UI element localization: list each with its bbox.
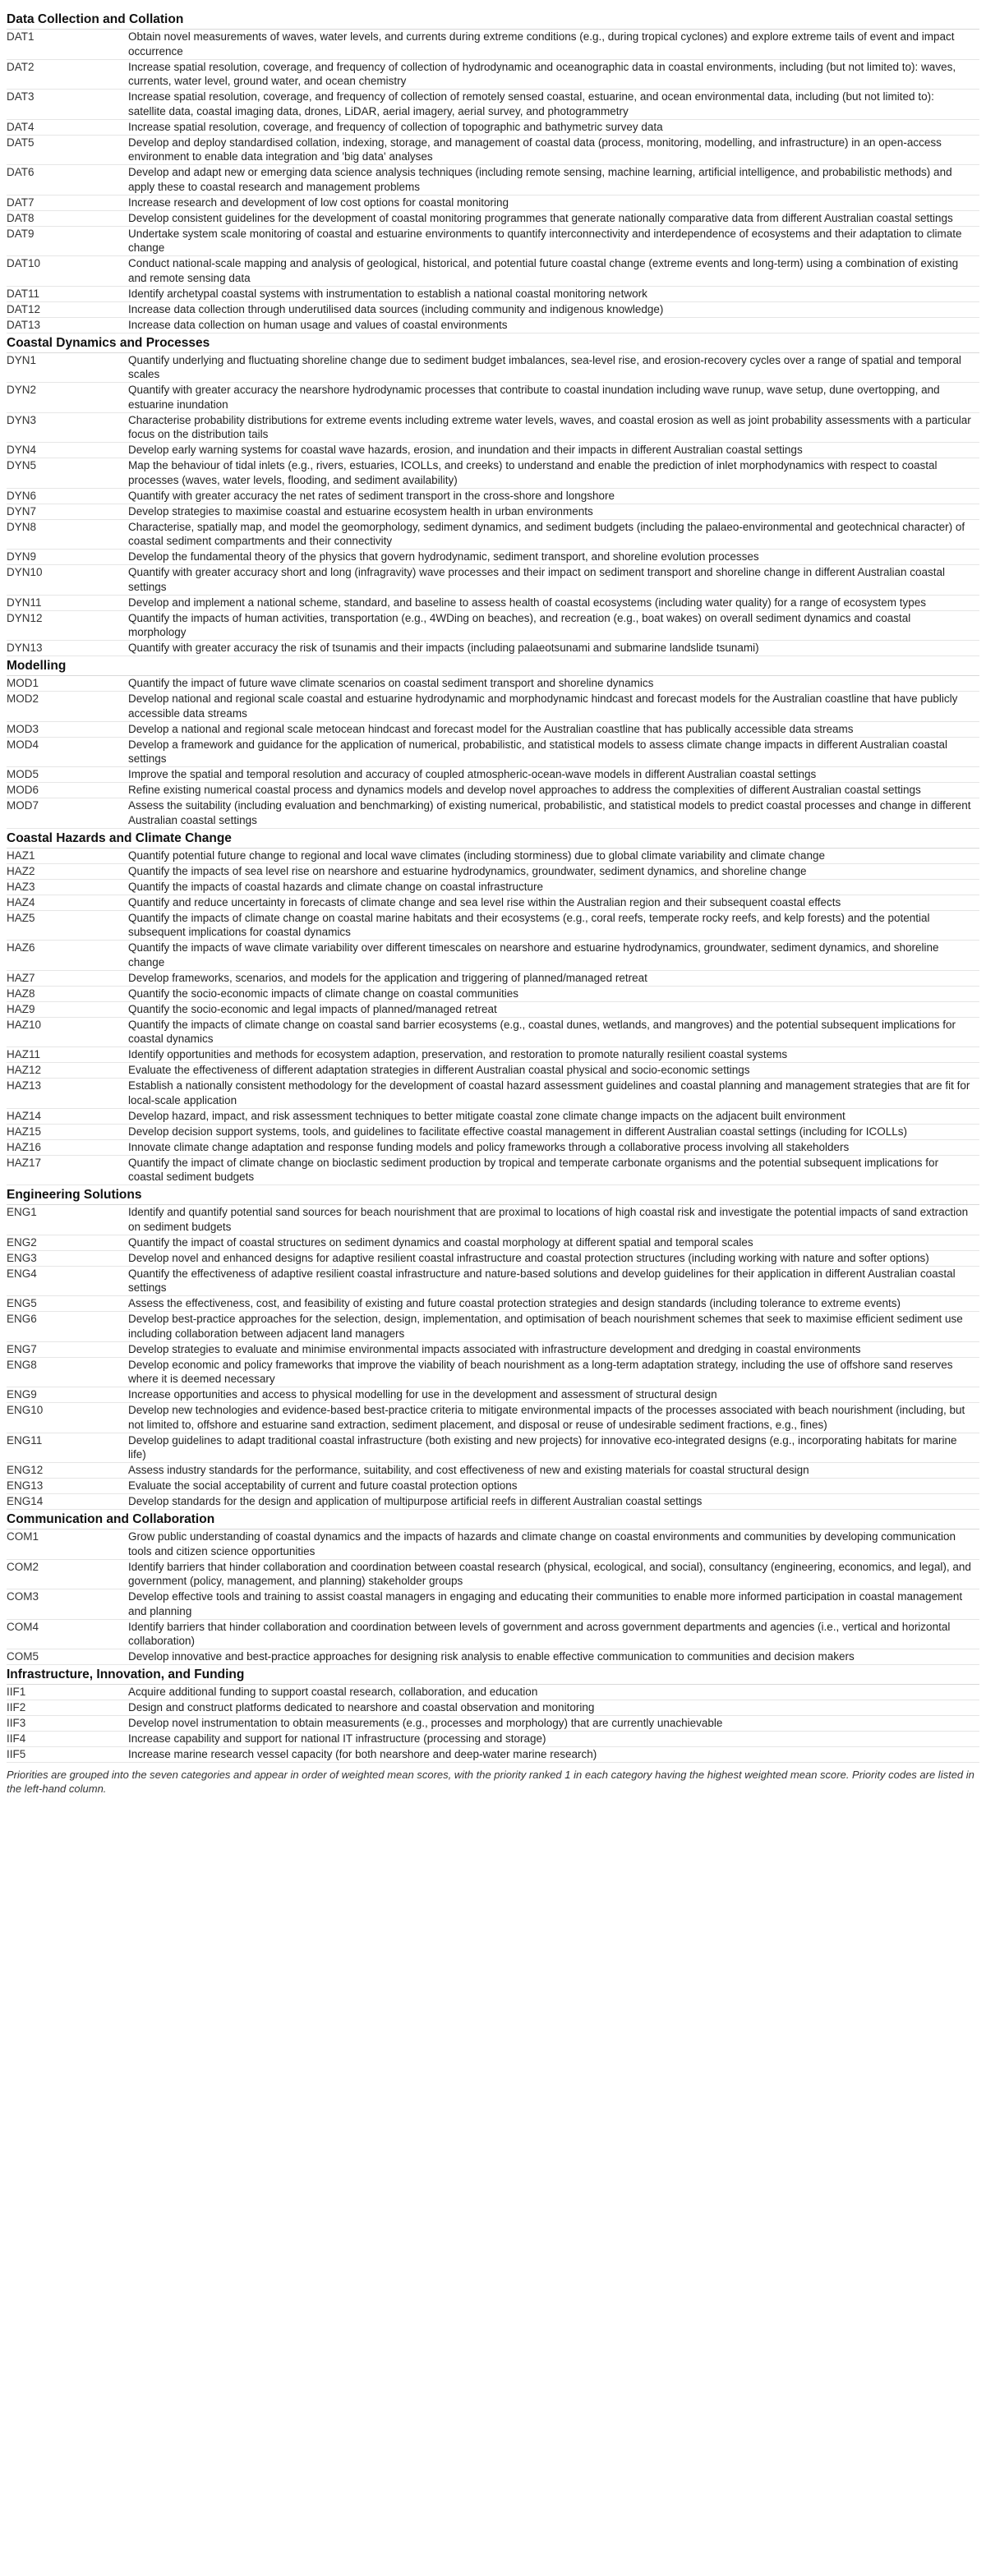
priority-code: HAZ1 xyxy=(7,848,128,863)
priority-code: ENG5 xyxy=(7,1296,128,1312)
priority-description: Increase opportunities and access to physical modelling for use in the development and assessment of structural design xyxy=(128,1387,979,1403)
table-row xyxy=(7,692,979,722)
table-row xyxy=(7,879,979,895)
priority-description: Assess the effectiveness, cost, and feasibility of existing and future coastal protection strategies and design standards (including tolerance to extreme events) xyxy=(128,1296,979,1312)
priority-description: Improve the spatial and temporal resolution and accuracy of coupled atmospheric-ocean-wave models in different Australian coastal settings xyxy=(128,767,979,783)
table-row xyxy=(7,1124,979,1139)
priority-code: DAT12 xyxy=(7,301,128,317)
table-row xyxy=(7,676,979,692)
priority-code: DAT6 xyxy=(7,165,128,196)
section-header-row xyxy=(7,1510,979,1530)
priority-code: DAT2 xyxy=(7,59,128,90)
priority-code: DYN6 xyxy=(7,488,128,504)
priority-description: Develop frameworks, scenarios, and models for the application and triggering of planned/managed retreat xyxy=(128,970,979,986)
table-row xyxy=(7,1479,979,1494)
table-row xyxy=(7,317,979,333)
table-row xyxy=(7,1387,979,1403)
priority-code: DYN7 xyxy=(7,504,128,519)
table-body xyxy=(7,10,979,1763)
priority-code: DAT7 xyxy=(7,195,128,210)
priority-description: Quantify the impact of climate change on bioclastic sediment production by tropical and temperate carbonate organisms and the potential subsequent implications for coastal sediment budgets xyxy=(128,1155,979,1185)
priority-code: COM3 xyxy=(7,1589,128,1620)
priority-description: Quantify and reduce uncertainty in forecasts of climate change and sea level rise within the Australian region and their subsequent coastal effects xyxy=(128,895,979,910)
priority-code: ENG11 xyxy=(7,1433,128,1463)
research-priorities-table xyxy=(7,10,979,1763)
priority-code: MOD2 xyxy=(7,692,128,722)
table-row xyxy=(7,1716,979,1732)
priority-description: Quantify the impacts of wave climate variability over different timescales on nearshore and estuarine hydrodynamics, groundwater, sediment dynamics, and shoreline change xyxy=(128,941,979,971)
table-row xyxy=(7,1619,979,1649)
priority-description: Identify archetypal coastal systems with instrumentation to establish a national coastal monitoring network xyxy=(128,286,979,301)
table-row xyxy=(7,256,979,287)
priority-description: Assess the suitability (including evaluation and benchmarking) of existing numerical, probabilistic, and statistical models to predict coastal processes and change in different Australian coastal settings xyxy=(128,798,979,829)
priority-description: Identify and quantify potential sand sources for beach nourishment that are proximal to locations of high coastal risk and investigate the potential impacts of sand extraction on sediment budgets xyxy=(128,1205,979,1235)
priority-code: ENG2 xyxy=(7,1235,128,1250)
priority-description: Characterise probability distributions for extreme events including extreme water levels, waves, and coastal erosion as well as joint probability assessments with a particular focus on the distribution tails xyxy=(128,412,979,443)
priority-description: Characterise, spatially map, and model the geomorphology, sediment dynamics, and sediment budgets (including the palaeo-environmental and geotechnical character) of coastal sediment compartments and their connectivity xyxy=(128,519,979,550)
priority-description: Develop national and regional scale coastal and estuarine hydrodynamic and morphodynamic hindcast and forecast models for the Australian coastline that have publicly accessible data streams xyxy=(128,692,979,722)
priority-description: Develop the fundamental theory of the physics that govern hydrodynamic, sediment transport, and shoreline evolution processes xyxy=(128,550,979,565)
priority-code: HAZ4 xyxy=(7,895,128,910)
section-title: Data Collection and Collation xyxy=(7,10,979,30)
priority-code: HAZ7 xyxy=(7,970,128,986)
priority-code: DYN1 xyxy=(7,352,128,383)
priority-code: HAZ15 xyxy=(7,1124,128,1139)
table-row xyxy=(7,595,979,610)
priority-description: Increase marine research vessel capacity (for both nearshore and deep-water marine research) xyxy=(128,1747,979,1763)
priority-code: DYN10 xyxy=(7,565,128,596)
table-row xyxy=(7,1530,979,1560)
priority-code: ENG7 xyxy=(7,1341,128,1357)
priority-description: Develop hazard, impact, and risk assessment techniques to better mitigate coastal zone climate change impacts on the adjacent built environment xyxy=(128,1108,979,1124)
table-row xyxy=(7,848,979,863)
priority-description: Increase research and development of low cost options for coastal monitoring xyxy=(128,195,979,210)
table-row xyxy=(7,1266,979,1296)
section-header-row xyxy=(7,10,979,30)
priority-description: Obtain novel measurements of waves, water levels, and currents during extreme conditions (e.g., during tropical cyclones) and explore extreme tails of event and impact occurrence xyxy=(128,30,979,60)
priority-description: Quantify the effectiveness of adaptive resilient coastal infrastructure and nature-based solutions and develop guidelines for their application in different Australian coastal settings xyxy=(128,1266,979,1296)
priority-code: MOD6 xyxy=(7,783,128,798)
table-row xyxy=(7,59,979,90)
table-row xyxy=(7,458,979,489)
priority-code: HAZ3 xyxy=(7,879,128,895)
priority-code: DAT4 xyxy=(7,119,128,135)
table-row xyxy=(7,1700,979,1716)
priority-description: Conduct national-scale mapping and analysis of geological, historical, and potential future coastal change (extreme events and long-term) using a combination of existing and remote sensing data xyxy=(128,256,979,287)
priority-code: HAZ2 xyxy=(7,863,128,879)
table-footnote: Priorities are grouped into the seven categories and appear in order of weighted mean scores, with the priority ranked 1 in each category having the highest weighted mean score. Priority codes are listed in the left-hand column. xyxy=(7,1769,974,1795)
priority-code: HAZ16 xyxy=(7,1139,128,1155)
priority-description: Develop standards for the design and application of multipurpose artificial reefs in different Australian coastal settings xyxy=(128,1494,979,1510)
priority-description: Undertake system scale monitoring of coastal and estuarine environments to quantify interconnectivity and interdependence of ecosystems and their adaptation to climate change xyxy=(128,226,979,256)
priority-code: DYN3 xyxy=(7,412,128,443)
table-row xyxy=(7,895,979,910)
priority-description: Develop and adapt new or emerging data science analysis techniques (including remote sensing, machine learning, artificial intelligence, and probabilistic methods) and apply these to coastal research and management problems xyxy=(128,165,979,196)
priority-code: IIF2 xyxy=(7,1700,128,1716)
priority-description: Develop innovative and best-practice approaches for designing risk analysis to enable effective communication to communities and decision makers xyxy=(128,1649,979,1665)
table-row xyxy=(7,550,979,565)
priority-description: Quantify the impacts of coastal hazards and climate change on coastal infrastructure xyxy=(128,879,979,895)
table-row xyxy=(7,1205,979,1235)
priority-code: IIF1 xyxy=(7,1685,128,1700)
table-row xyxy=(7,1250,979,1266)
table-row xyxy=(7,1047,979,1063)
priority-description: Quantify the impacts of human activities, transportation (e.g., 4WDing on beaches), and recreation (e.g., boat wakes) on overall sediment dynamics and coastal morphology xyxy=(128,610,979,641)
priority-description: Quantify the impacts of climate change on coastal marine habitats and their ecosystems (e.g., coral reefs, temperate rocky reefs, and kelp forests) and the potential subsequent implications for coastal dynamics xyxy=(128,910,979,941)
table-row xyxy=(7,798,979,829)
section-title: Modelling xyxy=(7,656,979,676)
priority-code: DYN11 xyxy=(7,595,128,610)
priority-description: Quantify potential future change to regional and local wave climates (including storminess) due to global climate variability and climate change xyxy=(128,848,979,863)
priority-description: Develop decision support systems, tools, and guidelines to facilitate effective coastal management in different Australian coastal settings (including for ICOLLs) xyxy=(128,1124,979,1139)
priority-description: Develop a national and regional scale metocean hindcast and forecast model for the Australian coastline that has publically accessible data streams xyxy=(128,721,979,737)
priority-description: Develop best-practice approaches for the selection, design, implementation, and optimisation of beach nourishment schemes that seek to maximise efficient sediment use including collaboration between adjacent land managers xyxy=(128,1312,979,1342)
table-row xyxy=(7,210,979,226)
table-row xyxy=(7,352,979,383)
table-row xyxy=(7,970,979,986)
priority-code: MOD5 xyxy=(7,767,128,783)
priority-code: MOD7 xyxy=(7,798,128,829)
priority-description: Refine existing numerical coastal process and dynamics models and develop novel approaches to address the complexities of different Australian coastal settings xyxy=(128,783,979,798)
table-row xyxy=(7,1079,979,1109)
priority-description: Quantify the socio-economic impacts of climate change on coastal communities xyxy=(128,986,979,1001)
table-row xyxy=(7,519,979,550)
table-row xyxy=(7,1685,979,1700)
table-row xyxy=(7,783,979,798)
priority-code: IIF3 xyxy=(7,1716,128,1732)
priority-description: Quantify the impact of coastal structures on sediment dynamics and coastal morphology at different spatial and temporal scales xyxy=(128,1235,979,1250)
priority-code: DAT9 xyxy=(7,226,128,256)
priority-code: HAZ14 xyxy=(7,1108,128,1124)
priority-description: Quantify the impacts of climate change on coastal sand barrier ecosystems (e.g., coastal dunes, wetlands, and mangroves) and the potential subsequent implications for coastal dynamics xyxy=(128,1017,979,1047)
table-row xyxy=(7,383,979,413)
priority-code: IIF5 xyxy=(7,1747,128,1763)
priority-description: Develop novel instrumentation to obtain measurements (e.g., processes and morphology) that are currently unachievable xyxy=(128,1716,979,1732)
priority-description: Quantify the socio-economic and legal impacts of planned/managed retreat xyxy=(128,1001,979,1017)
table-row xyxy=(7,1747,979,1763)
priority-description: Grow public understanding of coastal dynamics and the impacts of hazards and climate change on coastal environments and communities by developing communication tools and citizen science opportunities xyxy=(128,1530,979,1560)
priority-description: Quantify with greater accuracy the net rates of sediment transport in the cross-shore and longshore xyxy=(128,488,979,504)
table-row xyxy=(7,119,979,135)
priority-code: MOD3 xyxy=(7,721,128,737)
priority-code: ENG8 xyxy=(7,1357,128,1387)
priority-code: ENG6 xyxy=(7,1312,128,1342)
priority-description: Increase data collection through underutilised data sources (including community and indigenous knowledge) xyxy=(128,301,979,317)
priority-code: DYN5 xyxy=(7,458,128,489)
table-row xyxy=(7,301,979,317)
table-row xyxy=(7,1139,979,1155)
priority-code: HAZ5 xyxy=(7,910,128,941)
table-row xyxy=(7,721,979,737)
table-row xyxy=(7,1433,979,1463)
section-header-row xyxy=(7,828,979,848)
priority-code: ENG9 xyxy=(7,1387,128,1403)
priority-code: HAZ10 xyxy=(7,1017,128,1047)
table-row xyxy=(7,1357,979,1387)
priority-description: Establish a nationally consistent methodology for the development of coastal hazard assessment guidelines and coastal planning and management strategies that are fit for local-scale application xyxy=(128,1079,979,1109)
table-row xyxy=(7,1589,979,1620)
priority-description: Evaluate the effectiveness of different adaptation strategies in different Australian coastal physical and socio-economic settings xyxy=(128,1063,979,1079)
table-row xyxy=(7,1463,979,1479)
priority-description: Develop strategies to evaluate and minimise environmental impacts associated with infrastructure development and dredging in coastal environments xyxy=(128,1341,979,1357)
section-title: Communication and Collaboration xyxy=(7,1510,979,1530)
priority-code: HAZ6 xyxy=(7,941,128,971)
table-row xyxy=(7,1108,979,1124)
table-row xyxy=(7,1155,979,1185)
section-title: Engineering Solutions xyxy=(7,1185,979,1205)
priority-description: Develop strategies to maximise coastal and estuarine ecosystem health in urban environments xyxy=(128,504,979,519)
priority-description: Acquire additional funding to support coastal research, collaboration, and education xyxy=(128,1685,979,1700)
priority-code: ENG1 xyxy=(7,1205,128,1235)
priority-code: COM4 xyxy=(7,1619,128,1649)
priority-code: HAZ17 xyxy=(7,1155,128,1185)
priority-code: DYN13 xyxy=(7,641,128,656)
priority-description: Increase data collection on human usage and values of coastal environments xyxy=(128,317,979,333)
priority-description: Quantify with greater accuracy short and long (infragravity) wave processes and their impact on sediment transport and shoreline change in different Australian coastal settings xyxy=(128,565,979,596)
table-row xyxy=(7,863,979,879)
priority-description: Develop early warning systems for coastal wave hazards, erosion, and inundation and their impacts in different Australian coastal settings xyxy=(128,443,979,458)
priority-description: Identify barriers that hinder collaboration and coordination between levels of government and across government departments and agencies (i.e., vertical and horizontal collaboration) xyxy=(128,1619,979,1649)
table-row xyxy=(7,412,979,443)
priority-code: ENG4 xyxy=(7,1266,128,1296)
priority-description: Increase capability and support for national IT infrastructure (processing and storage) xyxy=(128,1732,979,1747)
priority-description: Develop economic and policy frameworks that improve the viability of beach nourishment as a long-term adaptation strategy, including the use of offshore sand reserves where it is deemed necessary xyxy=(128,1357,979,1387)
priority-description: Develop novel and enhanced designs for adaptive resilient coastal infrastructure and coastal protection structures (including working with nature and softer options) xyxy=(128,1250,979,1266)
priority-description: Increase spatial resolution, coverage, and frequency of collection of remotely sensed coastal, estuarine, and ocean environmental data, including (but not limited to): satellite data, coastal imaging data, drones, LiDAR, aerial imagery, aerial survey, and photogrammetry xyxy=(128,90,979,120)
priority-code: DAT5 xyxy=(7,135,128,165)
priority-code: DAT13 xyxy=(7,317,128,333)
priority-code: HAZ12 xyxy=(7,1063,128,1079)
priority-description: Assess industry standards for the performance, suitability, and cost effectiveness of new and existing materials for coastal structural design xyxy=(128,1463,979,1479)
priority-code: ENG3 xyxy=(7,1250,128,1266)
priority-code: MOD1 xyxy=(7,676,128,692)
priority-code: MOD4 xyxy=(7,737,128,767)
priority-code: IIF4 xyxy=(7,1732,128,1747)
priority-code: DYN2 xyxy=(7,383,128,413)
priority-description: Quantify the impact of future wave climate scenarios on coastal sediment transport and shoreline dynamics xyxy=(128,676,979,692)
section-header-row xyxy=(7,1665,979,1685)
table-row xyxy=(7,910,979,941)
table-row xyxy=(7,1494,979,1510)
priority-code: DYN8 xyxy=(7,519,128,550)
table-row xyxy=(7,641,979,656)
priority-description: Quantify with greater accuracy the nearshore hydrodynamic processes that contribute to coastal inundation including wave runup, wave setup, dune overtopping, and estuarine inundation xyxy=(128,383,979,413)
table-row xyxy=(7,90,979,120)
priority-description: Innovate climate change adaptation and response funding models and policy frameworks through a collaborative process involving all stakeholders xyxy=(128,1139,979,1155)
table-row xyxy=(7,986,979,1001)
table-row xyxy=(7,1341,979,1357)
priority-description: Increase spatial resolution, coverage, and frequency of collection of topographic and bathymetric survey data xyxy=(128,119,979,135)
priority-description: Quantify with greater accuracy the risk of tsunamis and their impacts (including palaeotsunami and submarine landslide tsunami) xyxy=(128,641,979,656)
priority-description: Develop and deploy standardised collation, indexing, storage, and management of coastal data (process, monitoring, modelling, and infrastructure) in an open-access environment to enable data integration and 'big data' analyses xyxy=(128,135,979,165)
priority-code: HAZ9 xyxy=(7,1001,128,1017)
priority-code: DAT8 xyxy=(7,210,128,226)
priority-code: COM2 xyxy=(7,1559,128,1589)
table-row xyxy=(7,226,979,256)
table-row xyxy=(7,1063,979,1079)
priority-description: Increase spatial resolution, coverage, and frequency of collection of hydrodynamic and oceanographic data in coastal environments, including (but not limited to): waves, currents, water level, ground water, and ocean chemistry xyxy=(128,59,979,90)
table-row xyxy=(7,1296,979,1312)
priority-description: Develop and implement a national scheme, standard, and baseline to assess health of coastal ecosystems (including water quality) for a range of ecosystem types xyxy=(128,595,979,610)
priority-description: Develop new technologies and evidence-based best-practice criteria to mitigate environmental impacts of the processes associated with beach nourishment (including, but not limited to, offshore and estuarine sand extraction, sediment placement, and disposal or reuse of undesirable sediment fractions, e.g., fines) xyxy=(128,1403,979,1433)
table-row xyxy=(7,1312,979,1342)
table-row xyxy=(7,1001,979,1017)
priority-code: HAZ13 xyxy=(7,1079,128,1109)
priority-code: COM1 xyxy=(7,1530,128,1560)
priority-code: DYN4 xyxy=(7,443,128,458)
priority-description: Quantify the impacts of sea level rise on nearshore and estuarine hydrodynamics, groundwater, sediment dynamics, and shoreline change xyxy=(128,863,979,879)
priority-code: ENG13 xyxy=(7,1479,128,1494)
priority-code: HAZ11 xyxy=(7,1047,128,1063)
priority-code: ENG14 xyxy=(7,1494,128,1510)
priority-description: Identify barriers that hinder collaboration and coordination between coastal research (physical, ecological, and social), consultancy (engineering, economics, and legal), and government (policy, management, and planning) stakeholder groups xyxy=(128,1559,979,1589)
section-header-row xyxy=(7,656,979,676)
priority-description: Design and construct platforms dedicated to nearshore and coastal observation and monitoring xyxy=(128,1700,979,1716)
priority-code: DAT10 xyxy=(7,256,128,287)
section-header-row xyxy=(7,333,979,352)
priority-code: COM5 xyxy=(7,1649,128,1665)
table-row xyxy=(7,135,979,165)
table-row xyxy=(7,941,979,971)
table-row xyxy=(7,565,979,596)
table-row xyxy=(7,286,979,301)
table-row xyxy=(7,488,979,504)
table-row xyxy=(7,504,979,519)
table-row xyxy=(7,1649,979,1665)
table-row xyxy=(7,443,979,458)
table-row xyxy=(7,165,979,196)
section-title: Coastal Dynamics and Processes xyxy=(7,333,979,352)
section-title: Infrastructure, Innovation, and Funding xyxy=(7,1665,979,1685)
priority-description: Develop a framework and guidance for the application of numerical, probabilistic, and statistical models to assess climate change impacts in different Australian coastal settings xyxy=(128,737,979,767)
priority-code: DAT11 xyxy=(7,286,128,301)
table-row xyxy=(7,737,979,767)
priority-description: Develop effective tools and training to assist coastal managers in engaging and educating their communities to enable more informed participation in coastal management and planning xyxy=(128,1589,979,1620)
priority-description: Identify opportunities and methods for ecosystem adaption, preservation, and restoration to promote naturally resilient coastal systems xyxy=(128,1047,979,1063)
priority-code: HAZ8 xyxy=(7,986,128,1001)
priority-description: Evaluate the social acceptability of current and future coastal protection options xyxy=(128,1479,979,1494)
table-row xyxy=(7,1559,979,1589)
table-row xyxy=(7,1017,979,1047)
table-row xyxy=(7,30,979,60)
priority-code: DYN9 xyxy=(7,550,128,565)
priority-code: DYN12 xyxy=(7,610,128,641)
table-row xyxy=(7,767,979,783)
priority-code: DAT3 xyxy=(7,90,128,120)
priority-description: Map the behaviour of tidal inlets (e.g., rivers, estuaries, ICOLLs, and creeks) to understand and enable the prediction of inlet morphodynamics with respect to coastal processes (waves, water levels, flooding, and sediment availability) xyxy=(128,458,979,489)
priority-description: Quantify underlying and fluctuating shoreline change due to sediment budget imbalances, sea-level rise, and erosion-recovery cycles over a range of spatial and temporal scales xyxy=(128,352,979,383)
priority-description: Develop guidelines to adapt traditional coastal infrastructure (both existing and new projects) for innovative eco-integrated designs (e.g., incorporating habitats for marine life) xyxy=(128,1433,979,1463)
table-row xyxy=(7,1732,979,1747)
priority-code: ENG12 xyxy=(7,1463,128,1479)
table-row xyxy=(7,195,979,210)
section-header-row xyxy=(7,1185,979,1205)
priority-code: DAT1 xyxy=(7,30,128,60)
table-row xyxy=(7,610,979,641)
priority-code: ENG10 xyxy=(7,1403,128,1433)
table-row xyxy=(7,1403,979,1433)
table-row xyxy=(7,1235,979,1250)
priority-description: Develop consistent guidelines for the development of coastal monitoring programmes that generate nationally comparative data from different Australian coastal settings xyxy=(128,210,979,226)
section-title: Coastal Hazards and Climate Change xyxy=(7,828,979,848)
